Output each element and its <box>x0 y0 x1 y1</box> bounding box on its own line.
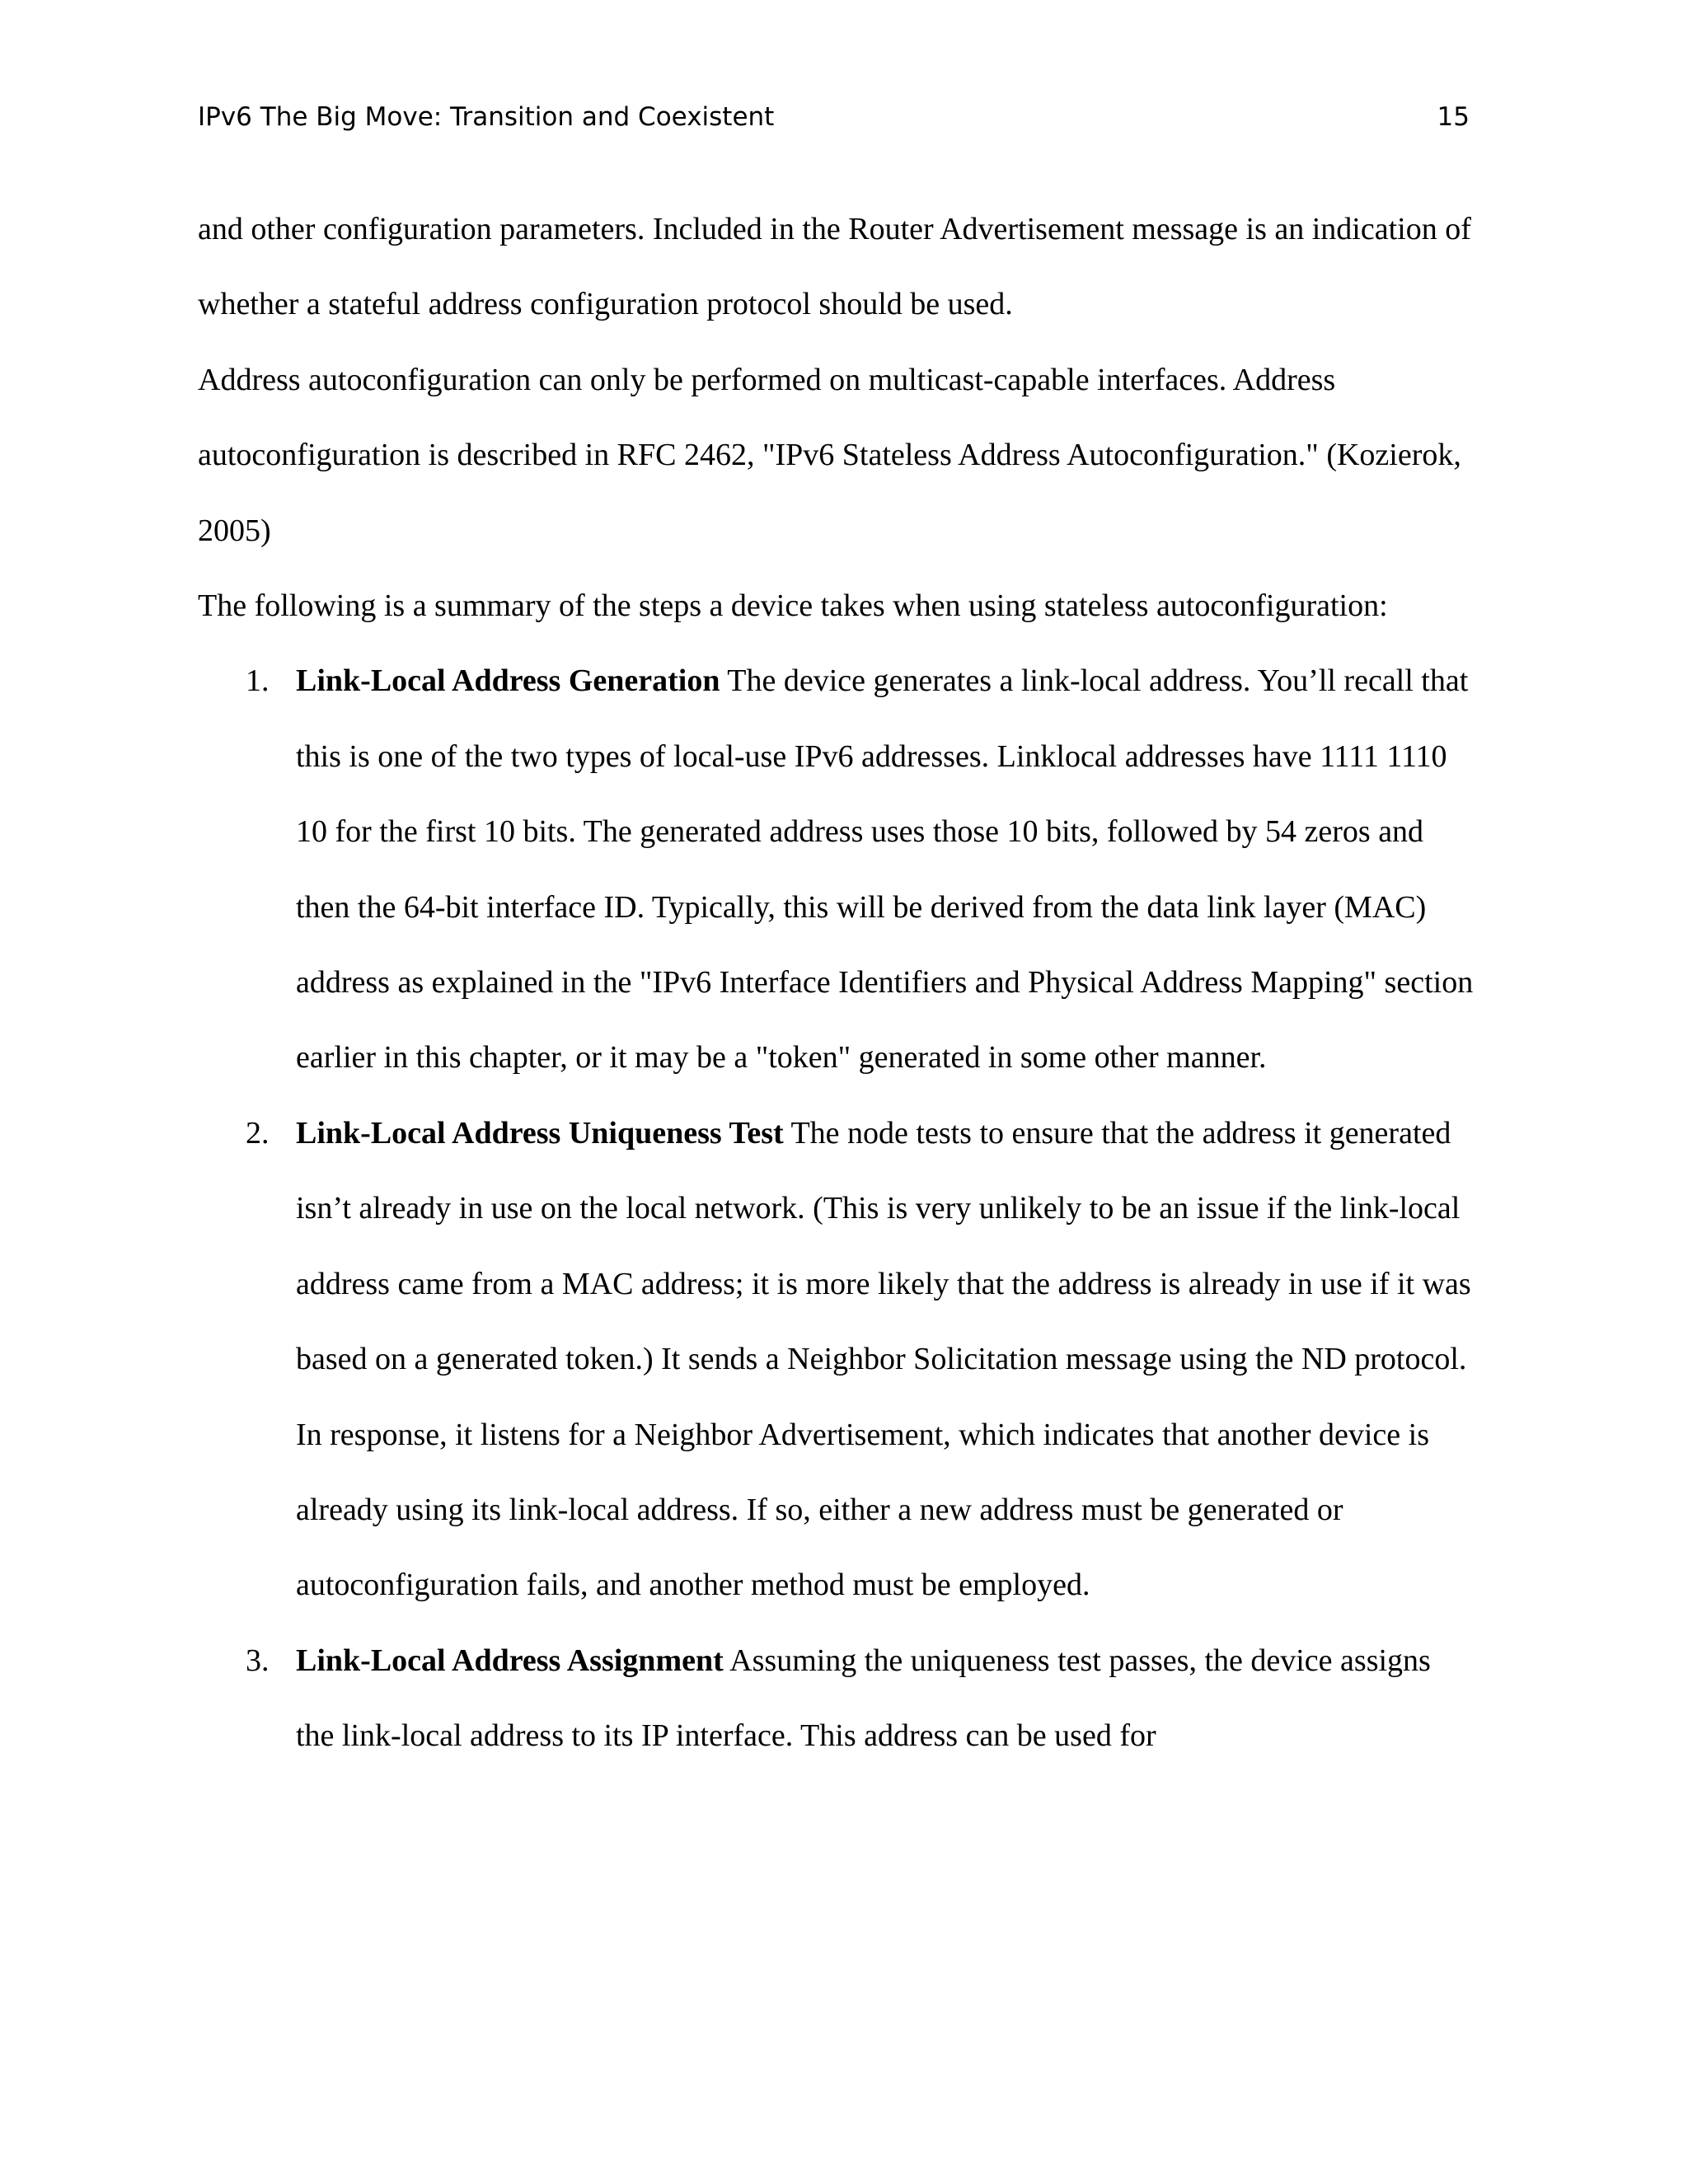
paragraph-steps-intro: The following is a summary of the steps a device takes when using stateless autoconfiguration: <box>198 588 1388 624</box>
header-title: IPv6 The Big Move: Transition and Coexistent <box>198 102 775 132</box>
list-item-number: 1. <box>246 663 270 699</box>
body-text <box>198 192 1475 1774</box>
running-header <box>198 96 1470 138</box>
list-item-text: Assuming the uniqueness test passes, the device assigns the link-local address to its IP interface. This address can be used for <box>296 1643 1431 1754</box>
paragraph-autoconfiguration-rfc: Address autoconfiguration can only be performed on multicast-capable interfaces. Address autoconfiguration is described in RFC 2462, "IPv6 Stateless Address Autoconfiguration." (Kozierok, 2005) <box>198 362 1461 548</box>
list-item <box>198 1096 1475 1624</box>
steps-list <box>198 644 1475 1774</box>
list-item-text: The device generates a link-local address. You’ll recall that this is one of the two types of local-use IPv6 addresses. Linklocal addresses have 1111 1110 10 for the first 10 bits. The generated address uses those 10 bits, followed by 54 zeros and then the 64-bit interface ID. Typically, this will be derived from the data link layer (MAC) address as explained in the "IPv6 Interface Identifiers and Physical Address Mapping" section earlier in this chapter, or it may be a "token" generated in some other manner. <box>296 663 1474 1076</box>
list-item-term: Link-Local Address Uniqueness Test <box>296 1115 784 1151</box>
paragraph-config-parameters: and other configuration parameters. Included in the Router Advertisement message is an indication of whether a stateful address configuration protocol should be used. <box>198 212 1471 322</box>
list-item-term: Link-Local Address Assignment <box>296 1643 724 1678</box>
list-item <box>198 1624 1475 1774</box>
page-number: 15 <box>1437 102 1470 132</box>
list-item-number: 3. <box>246 1643 270 1678</box>
list-item-term: Link-Local Address Generation <box>296 663 720 699</box>
list-item <box>198 644 1475 1095</box>
list-item-number: 2. <box>246 1115 270 1151</box>
list-item-text: The node tests to ensure that the address it generated isn’t already in use on the local network. (This is very unlikely to be an issue if the link-local address came from a MAC address; it is more likely that the address is already in use if it was based on a generated token.) It sends a Neighbor Solicitation message using the ND protocol. In response, it listens for a Neighbor Advertisement, which indicates that another device is already using its link-local address. If so, either a new address must be generated or autoconfiguration fails, and another method must be employed. <box>296 1115 1471 1603</box>
